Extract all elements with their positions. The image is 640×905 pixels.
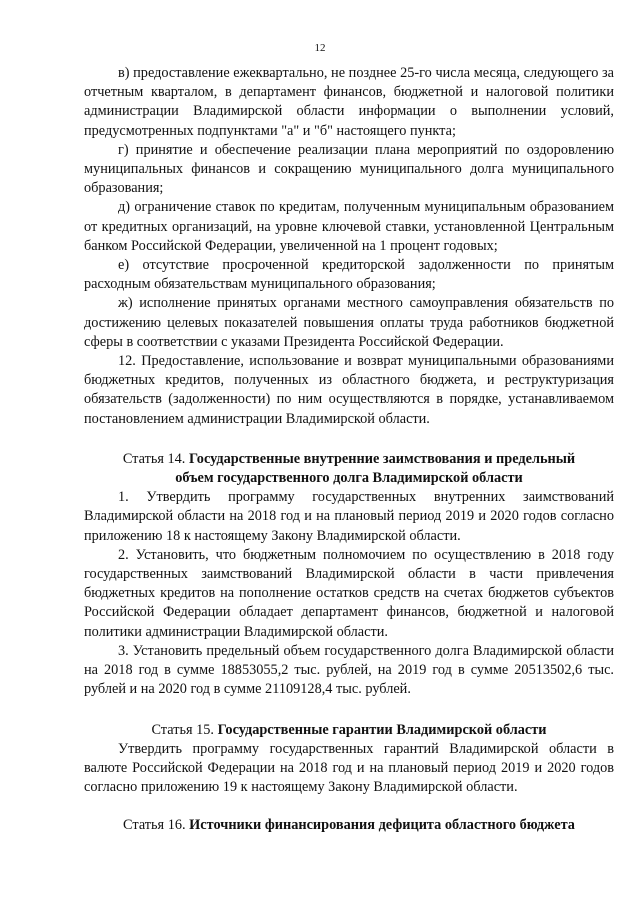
article-15-title: Государственные гарантии Владимирской области xyxy=(217,721,547,738)
article-15-prefix: Статья 15. xyxy=(151,721,214,738)
paragraph-zh: ж) исполнение принятых органами местного самоуправления обязательств по достижению целевых показателей повышения оплаты труда работников бюджетной сферы в соответствии с указами Президента Российской Федерации. xyxy=(84,295,614,350)
page-number: 12 xyxy=(314,42,326,54)
article-16-title: Источники финансирования дефицита областного бюджета xyxy=(189,817,575,834)
paragraph-12: 12. Предоставление, использование и возврат муниципальными образованиями бюджетных кредитов, полученных из областного бюджета, и реструктуризация обязательств (задолженности) по ним осуществляются в порядке, устанавливаемом постановлением администрации Владимирской области. xyxy=(84,353,614,427)
paragraph-g: г) принятие и обеспечение реализации плана мероприятий по оздоровлению муниципальных финансов и сокращению муниципального долга муниципального образования; xyxy=(84,141,614,197)
article-14-title-line2: объем государственного долга Владимирской области xyxy=(175,470,523,487)
section-gap xyxy=(84,797,614,816)
article-16-prefix: Статья 16. xyxy=(123,817,186,834)
article-15-paragraph-1: Утвердить программу государственных гарантий Владимирской области в валюте Российской Федерации на 2018 год и на плановый период 2019 и 2020 годов согласно приложению 19 к настоящему Закону Владимирской области. xyxy=(84,740,614,796)
article-14-paragraph-1: 1. Утвердить программу государственных внутренних заимствований Владимирской области на 2018 год и на плановый период 2019 и 2020 годов согласно приложению 18 к настоящему Закону Владимирской области. xyxy=(84,489,614,544)
section-gap xyxy=(84,700,614,721)
article-14-heading xyxy=(84,450,614,488)
article-16-heading xyxy=(84,816,614,835)
article-14-title-line1: Государственные внутренние заимствования и предельный xyxy=(188,450,576,467)
section-gap xyxy=(84,429,614,450)
document-body xyxy=(84,64,614,836)
article-15-heading xyxy=(84,721,614,740)
paragraph-v: в) предоставление ежеквартально, не позднее 25-го числа месяца, следующего за отчетным кварталом, в департамент финансов, бюджетной и налоговой политики администрации Владимирской области информации о выполнении условий, предусмотренных подпунктами "а" и "б" настоящего пункта; xyxy=(84,65,614,139)
paragraph-e: е) отсутствие просроченной кредиторской задолженности по принятым расходным обязательствам муниципального образования; xyxy=(84,257,614,293)
article-14-paragraph-2: 2. Установить, что бюджетным полномочием по осуществлению в 2018 году государственных заимствований Владимирской области в части привлечения бюджетных кредитов на пополнение остатков средств на счетах бюджетов субъектов Российской Федерации обладает департамент финансов, бюджетной и налоговой политики администрации Владимирской области. xyxy=(84,546,614,640)
article-14-prefix: Статья 14. xyxy=(122,450,186,467)
paragraph-d: д) ограничение ставок по кредитам, полученным муниципальным образованием от кредитных организаций, на уровне ключевой ставки, установленной Центральным банком Российской Федерации, увеличенной на 1 процент годовых; xyxy=(84,199,614,254)
article-14-paragraph-3: 3. Установить предельный объем государственного долга Владимирской области на 2018 год в сумме 18853055,2 тыс. рублей, на 2019 год в сумме 20513502,6 тыс. рублей и на 2020 год в сумме 21109128,4 тыс. рублей. xyxy=(84,642,614,698)
